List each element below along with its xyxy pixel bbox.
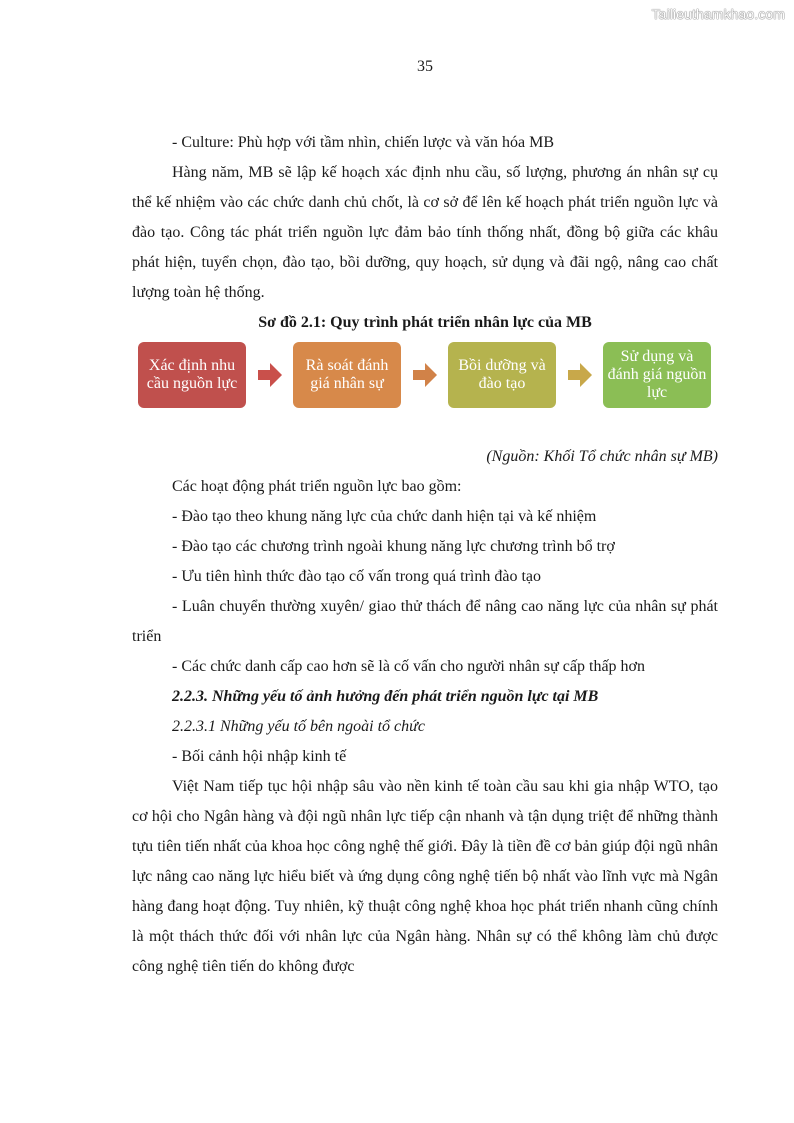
activity-item: - Đào tạo các chương trình ngoài khung năng lực chương trình bổ trợ <box>172 538 615 555</box>
section-heading: 2.2.3. Những yếu tố ảnh hưởng đến phát triển nguồn lực tại MB <box>172 688 599 705</box>
context-bullet: - Bối cảnh hội nhập kinh tế <box>172 748 347 765</box>
integration-paragraph: Việt Nam tiếp tục hội nhập sâu vào nền kinh tế toàn cầu sau khi gia nhập WTO, tạo cơ hội cho Ngân hàng và đội ngũ nhân lực tiếp cận nhanh và tận dụng triệt để những thành tựu tiên tiến nhất của khoa học công nghệ thế giới. Đây là tiền đề cơ bản giúp đội ngũ nhân lực nâng cao năng lực hiểu biết và ứng dụng công nghệ tiến bộ nhất vào lĩnh vực mà Ngân hàng đang hoạt động. Tuy nhiên, kỹ thuật công nghệ khoa học phát triển nhanh cũng chính là một thách thức đối với nhân lực của Ngân hàng. Nhân sự có thể không làm chủ được công nghệ tiên tiến do không được <box>132 778 718 975</box>
process-diagram <box>132 338 718 442</box>
diagram-caption: Sơ đồ 2.1: Quy trình phát triển nhân lực của MB <box>258 314 592 331</box>
arrow-right-icon <box>258 363 282 387</box>
activity-item: - Các chức danh cấp cao hơn sẽ là cố vấn cho người nhân sự cấp thấp hơn <box>172 658 646 675</box>
arrow-shape <box>258 363 282 387</box>
arrow-right-icon <box>413 363 437 387</box>
planning-paragraph: Hàng năm, MB sẽ lập kế hoạch xác định nhu cầu, số lượng, phương án nhân sự cụ thể kế nhiệm vào các chức danh chủ chốt, là cơ sở để lên kế hoạch phát triển nguồn lực và đào tạo. Công tác phát triển nguồn lực đảm bảo tính thống nhất, đồng bộ giữa các khâu phát hiện, tuyển chọn, đào tạo, bồi dưỡng, quy hoạch, sử dụng và đãi ngộ, nâng cao chất lượng toàn hệ thống. <box>132 164 718 301</box>
arrow-shape <box>568 363 592 387</box>
arrow-right-icon <box>568 363 592 387</box>
step-training: Bồi dưỡng và đào tạo <box>448 342 556 408</box>
step-determine-needs: Xác định nhu cầu nguồn lực <box>138 342 246 408</box>
watermark: Tailieuthamkhao.com <box>651 6 785 22</box>
document-body <box>132 128 718 982</box>
subsection-heading: 2.2.3.1 Những yếu tố bên ngoài tổ chức <box>172 718 425 735</box>
arrow-shape <box>413 363 437 387</box>
step-use-evaluate: Sử dụng và đánh giá nguồn lực <box>603 342 711 408</box>
diagram-source: (Nguồn: Khối Tổ chức nhân sự MB) <box>486 448 718 465</box>
step-review-staff: Rà soát đánh giá nhân sự <box>293 342 401 408</box>
page-number: 35 <box>417 58 433 75</box>
culture-line: - Culture: Phù hợp với tầm nhìn, chiến lược và văn hóa MB <box>172 134 554 151</box>
activity-item: - Luân chuyển thường xuyên/ giao thử thách để nâng cao năng lực của nhân sự phát triển <box>132 598 718 645</box>
activity-item: - Đào tạo theo khung năng lực của chức danh hiện tại và kế nhiệm <box>172 508 597 525</box>
activities-intro: Các hoạt động phát triển nguồn lực bao gồm: <box>172 478 462 495</box>
activity-item: - Ưu tiên hình thức đào tạo cố vấn trong quá trình đào tạo <box>172 568 541 585</box>
